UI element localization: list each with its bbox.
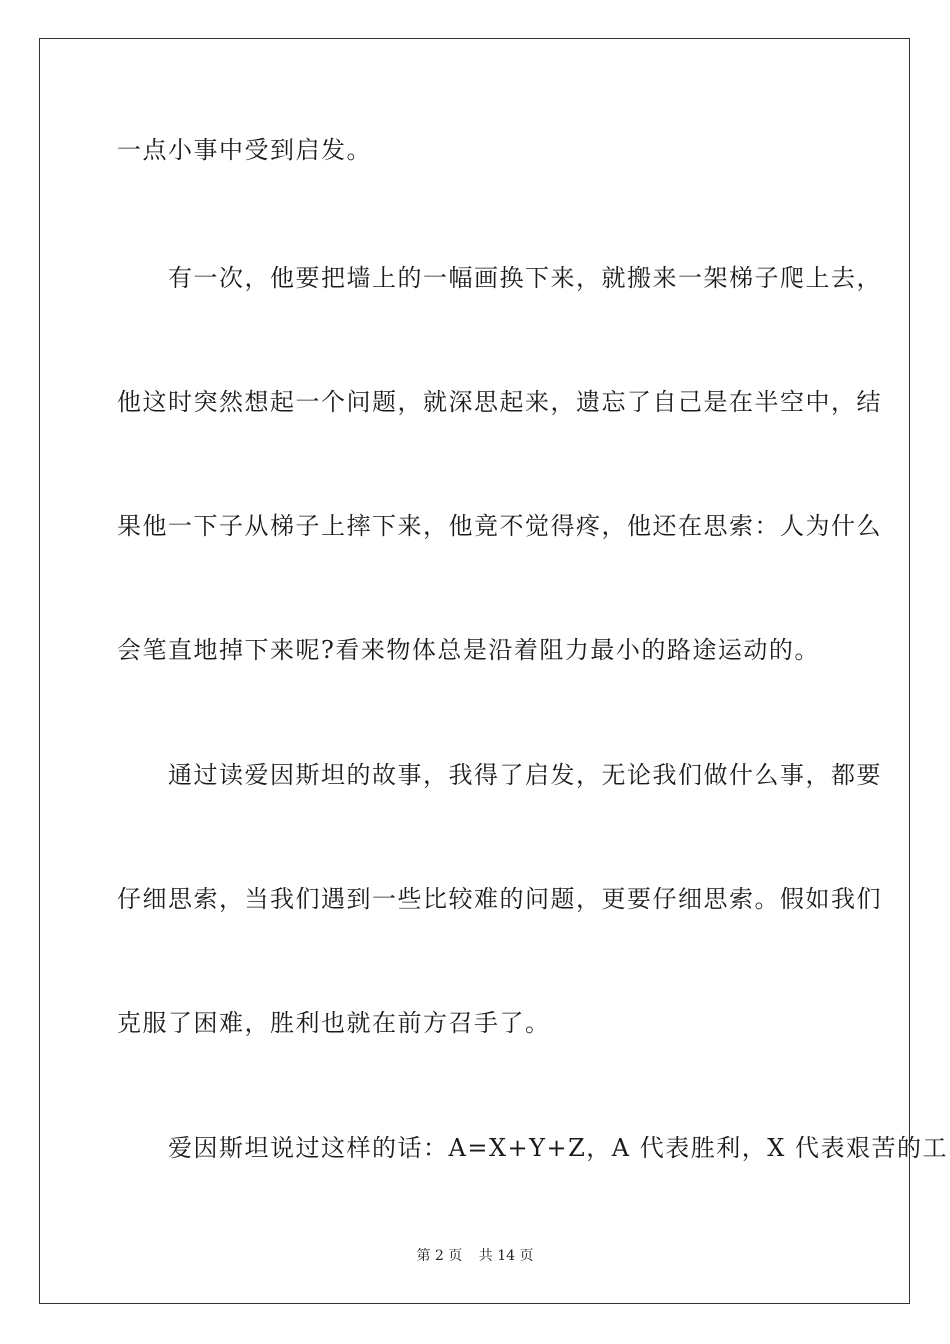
text-line: 爱因斯坦说过这样的话：A=X+Y+Z，A 代表胜利，X 代表艰苦的工 <box>117 1134 948 1162</box>
text-line: 他这时突然想起一个问题，就深思起来，遗忘了自己是在半空中，结 <box>117 388 882 416</box>
page-footer <box>0 1246 950 1266</box>
text-line: 果他一下子从梯子上摔下来，他竟不觉得疼，他还在思索：人为什么 <box>117 512 882 540</box>
total-pages: 共 14 页 <box>478 1248 534 1264</box>
text-line: 有一次，他要把墙上的一幅画换下来，就搬来一架梯子爬上去， <box>117 264 882 292</box>
text-line: 克服了困难，胜利也就在前方召手了。 <box>117 1009 551 1037</box>
text-line: 通过读爱因斯坦的故事，我得了启发，无论我们做什么事，都要 <box>117 761 882 789</box>
text-line: 一点小事中受到启发。 <box>117 136 372 164</box>
page-border <box>39 38 948 1304</box>
text-line: 会笔直地掉下来呢?看来物体总是沿着阻力最小的路途运动的。 <box>117 636 820 664</box>
text-line: 仔细思索，当我们遇到一些比较难的问题，更要仔细思索。假如我们 <box>117 885 882 913</box>
page-number: 第 2 页 <box>416 1248 463 1264</box>
